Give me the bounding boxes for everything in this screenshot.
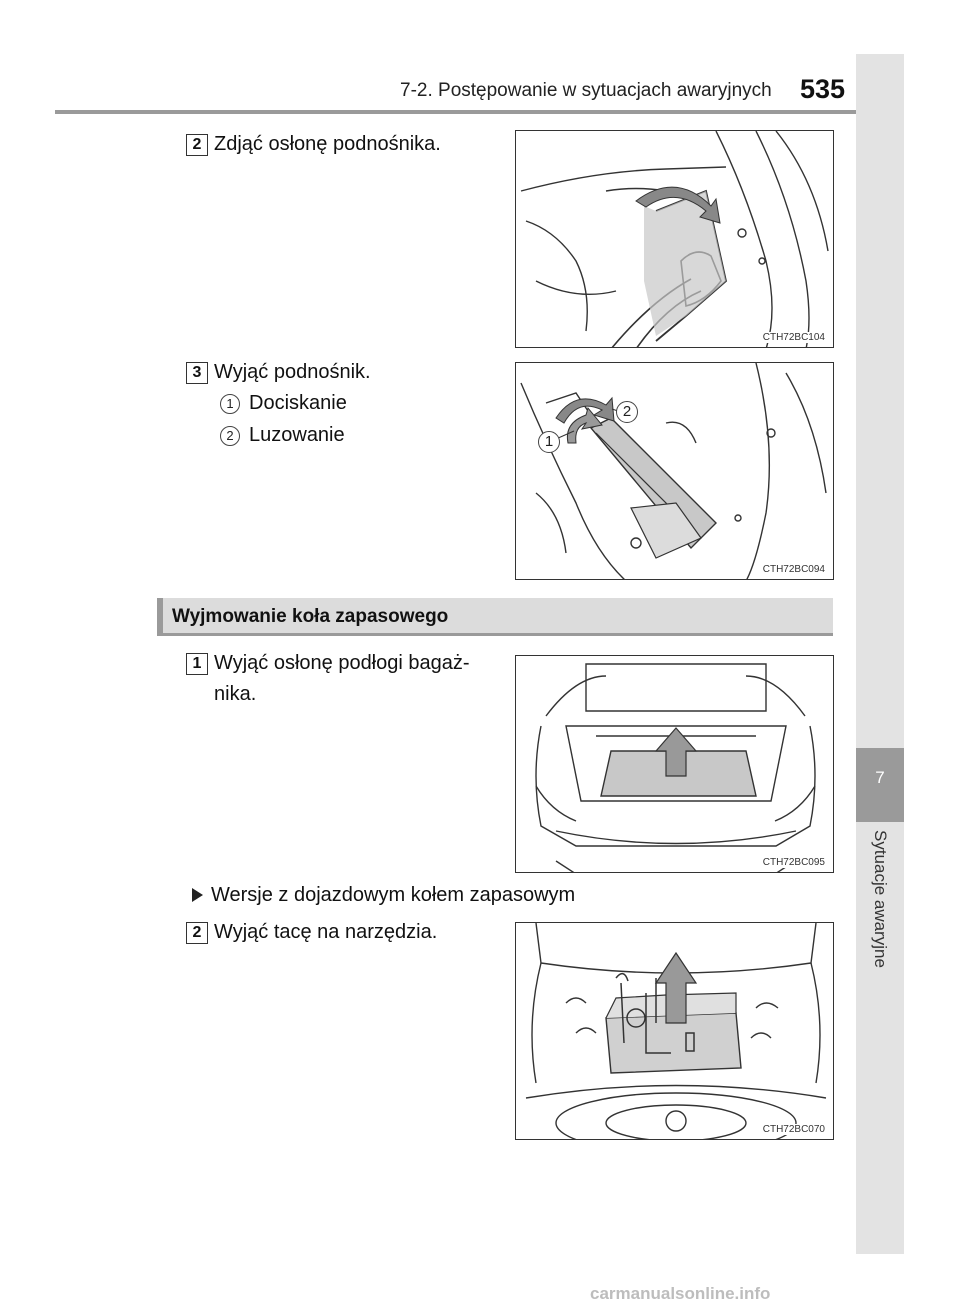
trunk-floor-illustration (516, 656, 834, 873)
bullet-triangle-icon (192, 888, 203, 902)
figure-code: CTH72BC104 (762, 332, 825, 343)
figure-code: CTH72BC070 (762, 1124, 825, 1135)
callout-2: 2 (616, 401, 638, 423)
step-number-badge: 3 (186, 362, 208, 384)
substep-number: 2 (220, 426, 240, 446)
header-rule (55, 110, 903, 114)
chapter-title (860, 830, 900, 1040)
section-title: 7-2. Postępowanie w sytuacjach awaryjnych (400, 80, 772, 101)
step-number-badge: 2 (186, 922, 208, 944)
step-text: Wyjąć podnośnik. (214, 361, 371, 383)
step-number-badge: 1 (186, 653, 208, 675)
step-text-line2: nika. (214, 683, 257, 705)
section-header-title: Wyjmowanie koła zapasowego (172, 606, 449, 627)
figure-code: CTH72BC094 (762, 564, 825, 575)
chapter-tab (856, 54, 904, 1254)
jack-removal-illustration (516, 363, 834, 580)
page-number: 535 (800, 74, 846, 104)
step-text-line1: Wyjąć osłonę podłogi bagaż- (214, 652, 470, 674)
callout-1: 1 (538, 431, 560, 453)
chapter-number: 7 (875, 768, 885, 787)
figure-tool-tray (515, 922, 834, 1140)
watermark: carmanualsonline.info (590, 1284, 771, 1303)
substep-number: 1 (220, 394, 240, 414)
jack-cover-illustration (516, 131, 834, 348)
step-text: Zdjąć osłonę podnośnika. (214, 133, 441, 155)
tool-tray-illustration (516, 923, 834, 1140)
variant-note: Wersje z dojazdowym kołem zapasowym (211, 884, 576, 906)
figure-jack-removal (515, 362, 834, 580)
figure-trunk-floor (515, 655, 834, 873)
step-text: Wyjąć tacę na narzędzia. (214, 921, 438, 943)
figure-jack-cover (515, 130, 834, 348)
substep-text: Luzowanie (249, 424, 345, 446)
step-number-badge: 2 (186, 134, 208, 156)
figure-code: CTH72BC095 (762, 857, 825, 868)
substep-text: Dociskanie (249, 392, 347, 414)
chapter-title-text: Sytuacje awaryjne (871, 830, 890, 968)
